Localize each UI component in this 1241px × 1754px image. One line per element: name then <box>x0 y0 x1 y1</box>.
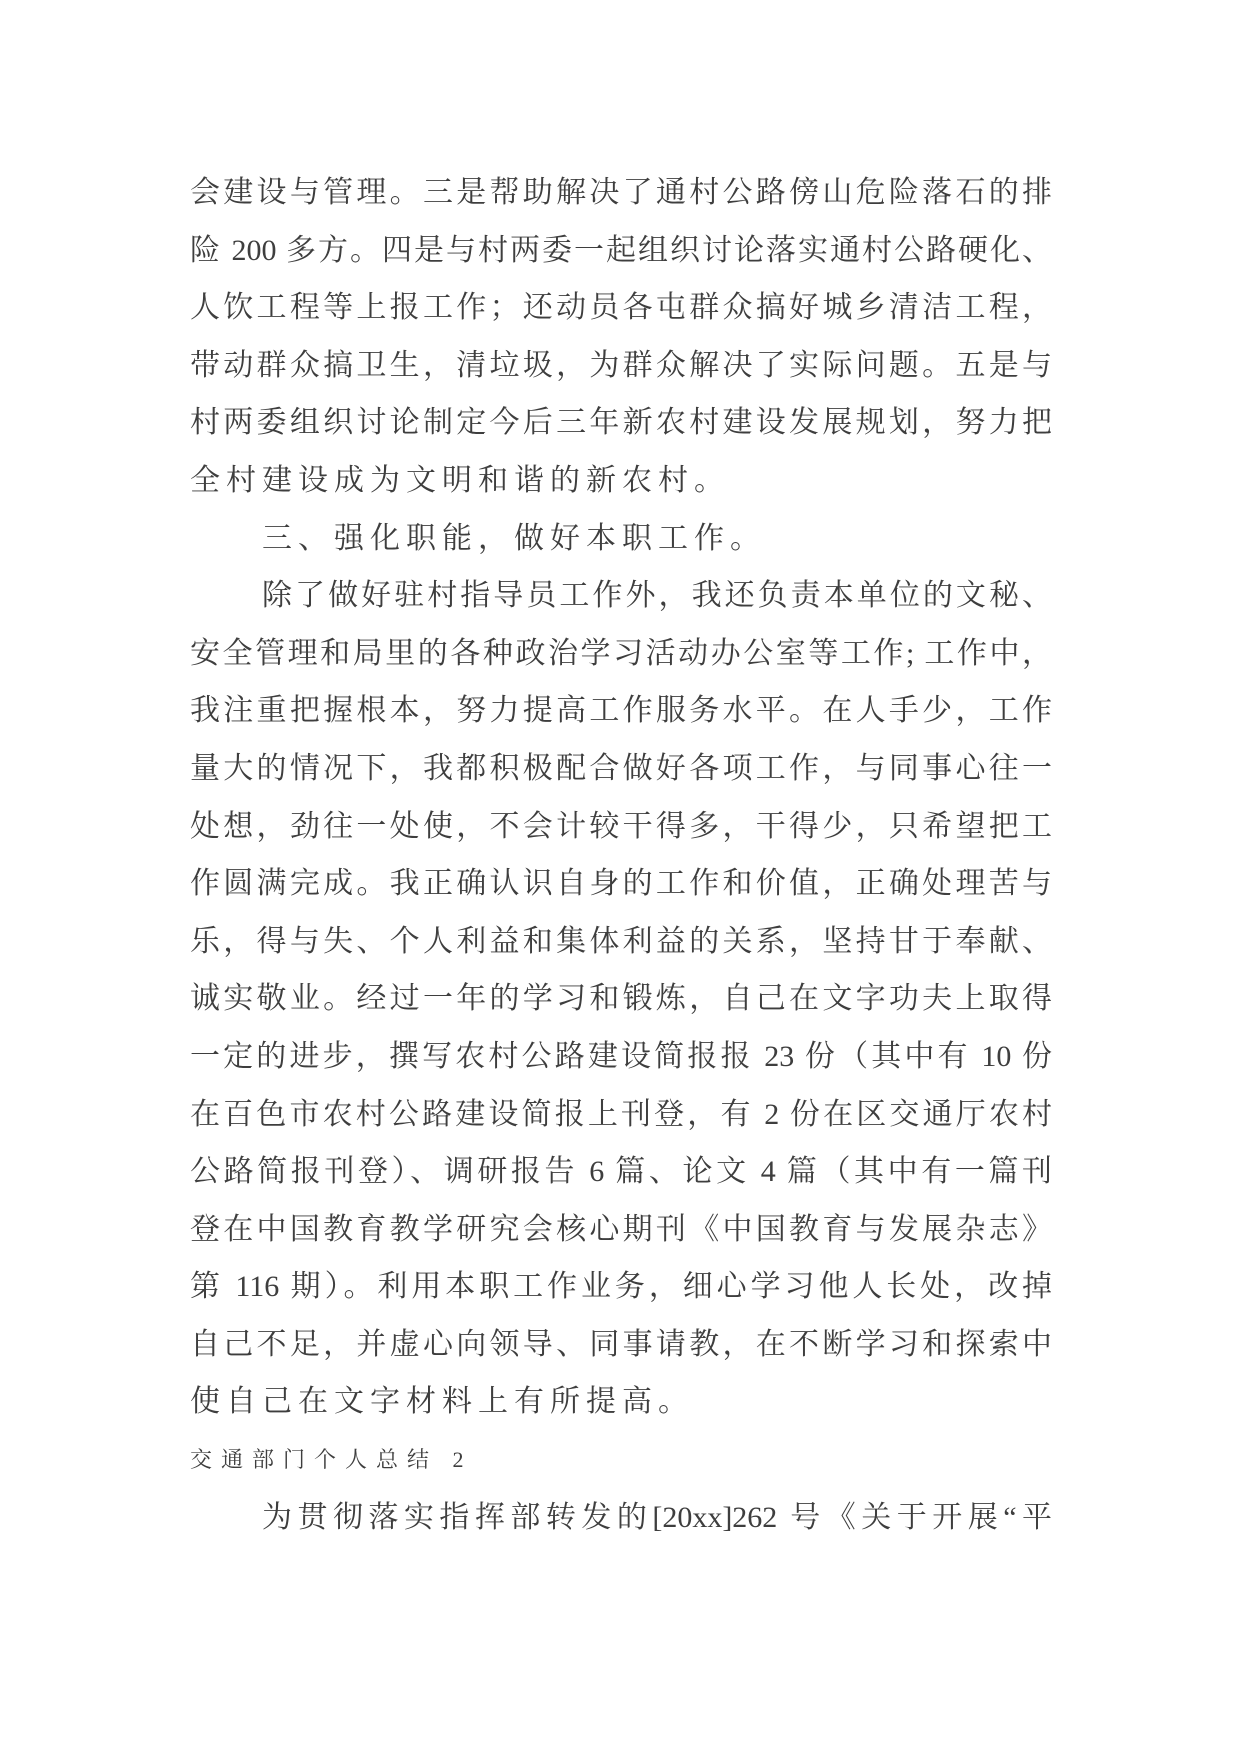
text-line: 在百色市农村公路建设简报上刊登，有 2 份在区交通厅农村 <box>190 1097 1052 1131</box>
text-line: 第 116 期）。利用本职工作业务，细心学习他人长处，改掉 <box>190 1270 1052 1304</box>
text-line: 登在中国教育教学研究会核心期刊《中国教育与发展杂志》 <box>190 1212 1052 1246</box>
text-line: 自己不足，并虚心向领导、同事请教，在不断学习和探索中 <box>190 1327 1052 1361</box>
text-line: 处想，劲往一处使，不会计较干得多，干得少，只希望把工 <box>190 809 1052 843</box>
text-line: 一定的进步，撰写农村公路建设简报报 23 份（其中有 10 份 <box>190 1039 1052 1073</box>
text-line: 作圆满完成。我正确认识自身的工作和价值，正确处理苦与 <box>190 867 1052 901</box>
section-heading: 交通部门个人总结 2 <box>190 1447 473 1473</box>
text-line: 险 200 多方。四是与村两委一起组织讨论落实通村公路硬化、 <box>190 233 1052 267</box>
text-line: 带动群众搞卫生，清垃圾，为群众解决了实际问题。五是与 <box>190 348 1052 382</box>
text-line: 量大的情况下，我都积极配合做好各项工作，与同事心往一 <box>190 751 1052 785</box>
text-line: 三、强化职能，做好本职工作。 <box>262 521 766 555</box>
text-line: 乐，得与失、个人利益和集体利益的关系，坚持甘于奉献、 <box>190 924 1052 958</box>
text-line: 诚实敬业。经过一年的学习和锻炼，自己在文字功夫上取得 <box>190 982 1052 1016</box>
text-line: 除了做好驻村指导员工作外，我还负责本单位的文秘、 <box>262 579 1052 613</box>
text-line: 为贯彻落实指挥部转发的[20xx]262 号《关于开展“平 <box>262 1500 1052 1534</box>
text-line: 使自己在文字材料上有所提高。 <box>190 1385 694 1419</box>
text-block <box>190 164 1052 1546</box>
text-line: 公路简报刊登）、调研报告 6 篇、论文 4 篇（其中有一篇刊 <box>190 1155 1052 1189</box>
text-line: 安全管理和局里的各种政治学习活动办公室等工作; 工作中， <box>190 636 1052 670</box>
text-line: 人饮工程等上报工作；还动员各屯群众搞好城乡清洁工程， <box>190 291 1052 325</box>
text-line: 我注重把握根本，努力提高工作服务水平。在人手少，工作 <box>190 694 1052 728</box>
text-line: 村两委组织讨论制定今后三年新农村建设发展规划，努力把 <box>190 406 1052 440</box>
text-line: 会建设与管理。三是帮助解决了通村公路傍山危险落石的排 <box>190 176 1052 209</box>
text-line: 全村建设成为文明和谐的新农村。 <box>190 463 730 497</box>
